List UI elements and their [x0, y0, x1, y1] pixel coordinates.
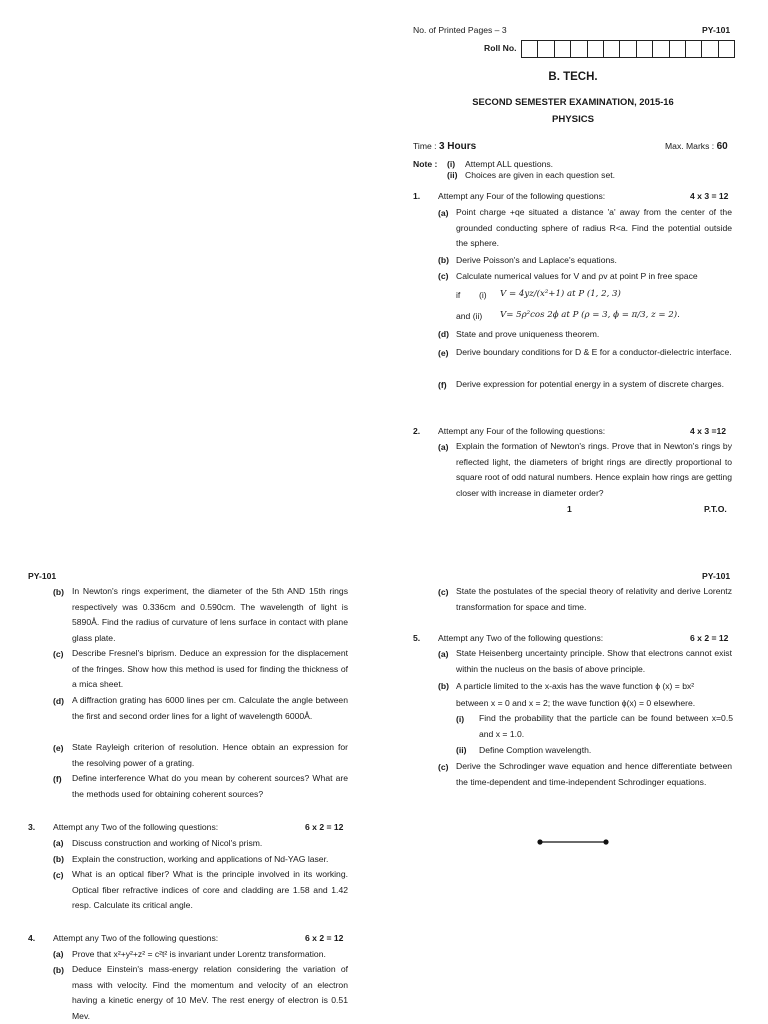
note-ii-text: Choices are given in each question set. [465, 170, 616, 180]
q1e-text: Derive boundary conditions for D & E for a conductor-dielectric interface. [456, 347, 732, 357]
q5b-i-label: (i) [456, 714, 465, 724]
q2-number: 2. [413, 426, 421, 436]
marks-value: 60 [716, 141, 728, 152]
q5b-label: (b) [438, 681, 449, 691]
q3c-label: (c) [53, 870, 64, 880]
p2f-label: (f) [53, 774, 62, 784]
q5b-ii-text: Define Comption wavelength. [479, 745, 592, 755]
q1c-text: Calculate numerical values for V and ρv at point P in free space [456, 271, 698, 281]
note-ii-label: (ii) [447, 170, 458, 180]
p2b-label: (b) [53, 587, 64, 597]
q1d-text: State and prove uniqueness theorem. [456, 329, 600, 339]
time-label: Time : [413, 141, 439, 151]
time-value: 3 Hours [438, 141, 477, 152]
q4b-label: (b) [53, 965, 64, 975]
q1f-text: Derive expression for potential energy in a system of discrete charges. [456, 379, 724, 389]
q1c-i-label: (i) [479, 290, 487, 300]
q3a-label: (a) [53, 838, 64, 848]
q1d-label: (d) [438, 329, 449, 339]
p2e-label: (e) [53, 743, 64, 753]
p2e-text: State Rayleigh criterion of resolution. Hence obtain an expression for the resolving power of a grating. [72, 742, 348, 768]
q4a-label: (a) [53, 949, 64, 959]
q1e-label: (e) [438, 348, 449, 358]
q2-marks: 4 x 3 =12 [690, 426, 727, 436]
end-divider [536, 836, 610, 848]
q5-marks: 6 x 2 = 12 [690, 633, 729, 643]
q5b-ii-label: (ii) [456, 745, 467, 755]
q1a-text: Point charge +qe situated a distance 'a' away from the center of the grounded conducting sphere of radius R<a. Find the potential outside the sphere. [456, 207, 732, 249]
q1-number: 1. [413, 191, 421, 201]
roll-number-boxes [521, 40, 735, 58]
p2d-text: A diffraction grating has 6000 lines per cm. Calculate the angle between the first and second order lines for a light of wavelength 6000Å. [72, 695, 348, 721]
q4-marks: 6 x 2 = 12 [305, 933, 344, 943]
p3c-label: (c) [438, 587, 449, 597]
subject-title: PHYSICS [551, 114, 595, 125]
marks-label: Max. Marks : [665, 141, 717, 151]
q4b-text: Deduce Einstein's mass-energy relation considering the variation of mass with velocity. Find the momentum and velocity of an electron having a kinetic energy of 10 MeV. The rest energy of electron is 0.51 Mev. [72, 964, 348, 1021]
q1c-and: and (ii) [456, 311, 483, 321]
printed-pages: No. of Printed Pages – 3 [413, 25, 507, 35]
q5a-label: (a) [438, 649, 449, 659]
q3-marks: 6 x 2 = 12 [305, 822, 344, 832]
degree-title: B. TECH. [548, 71, 598, 83]
marks-line [665, 141, 728, 152]
q5b-i-text: Find the probability that the particle can be found between x=0.5 and x = 1.0. [479, 713, 733, 739]
q3b-label: (b) [53, 854, 64, 864]
q1c-i-expression: V = 4yz/(x²+1) at P (1, 2, 3) [500, 289, 621, 299]
q3-number: 3. [28, 822, 36, 832]
q5b-text-1: A particle limited to the x-axis has the wave function ϕ (x) = bx² [456, 681, 695, 691]
p2-paper-code: PY-101 [28, 571, 57, 581]
p2c-label: (c) [53, 649, 64, 659]
p3c-text: State the postulates of the special theory of relativity and derive Lorentz transformation for space and time. [456, 586, 732, 612]
q5a-text: State Heisenberg uncertainty principle. Show that electrons cannot exist within the nucleus on the basis of above principle. [456, 648, 732, 674]
roll-label: Roll No. [484, 43, 517, 53]
q5b-text-2: between x = 0 and x = 2; the wave function ϕ(x) = 0 elsewhere. [456, 698, 696, 708]
note-i-label: (i) [447, 159, 456, 169]
q4a-text: Prove that x²+y²+z² = c²t² is invariant under Lorentz transformation. [72, 949, 326, 959]
q1c-ii-expression: V= 5ρ²cos 2ϕ at P (ρ = 3, ϕ = π/3, z = 2). [500, 310, 680, 320]
q3a-text: Discuss construction and working of Nicol's prism. [72, 838, 263, 848]
q1b-text: Derive Poisson's and Laplace's equations. [456, 255, 617, 265]
exam-title: SECOND SEMESTER EXAMINATION, 2015-16 [472, 96, 674, 107]
p2b-text: In Newton's rings experiment, the diameter of the 5th AND 15th rings respectively was 0.336cm and 0.590cm. The wavelength of light is 5890Å. Find the radius of curvature of lens surface in contact with plane glass plate. [72, 586, 348, 643]
q3c-text: What is an optical fiber? What is the principle involved in its working. Optical fiber refractive indices of core and cladding are 1.58 and 1.42 resp. Calculate its critical angle. [72, 869, 348, 911]
pto-label: P.T.O. [704, 504, 727, 514]
time-line [413, 141, 476, 152]
q1-instruction: Attempt any Four of the following questions: [438, 191, 606, 201]
q2a-text: Explain the formation of Newton's rings. Prove that in Newton's rings by reflected light, the diameters of bright rings are directly proportional to square root of odd natural numbers. Hence explain how rings are getting closer with increase in diameter order? [456, 441, 732, 498]
paper-code: PY-101 [702, 25, 731, 35]
q1a-label: (a) [438, 208, 449, 218]
p2d-label: (d) [53, 696, 64, 706]
q4-instruction: Attempt any Two of the following questions: [53, 933, 219, 943]
q5-instruction: Attempt any Two of the following questions: [438, 633, 604, 643]
q4-number: 4. [28, 933, 36, 943]
q1b-label: (b) [438, 255, 449, 265]
q2-instruction: Attempt any Four of the following questions: [438, 426, 606, 436]
q1-marks: 4 x 3 = 12 [690, 191, 729, 201]
q5-number: 5. [413, 633, 421, 643]
p2f-text: Define interference What do you mean by coherent sources? What are the methods used for obtaining coherent sources? [72, 773, 348, 799]
q5c-text: Derive the Schrodinger wave equation and hence differentiate between the time-dependent and time-independent Schrodinger equations. [456, 761, 732, 787]
q3b-text: Explain the construction, working and applications of Nd-YAG laser. [72, 854, 329, 864]
note-i-text: Attempt ALL questions. [465, 159, 554, 169]
p3-paper-code: PY-101 [702, 571, 731, 581]
q1c-if: if [456, 290, 461, 300]
page-number: 1 [567, 504, 572, 514]
q5c-label: (c) [438, 762, 449, 772]
q2a-label: (a) [438, 442, 449, 452]
q3-instruction: Attempt any Two of the following questions: [53, 822, 219, 832]
p2c-text: Describe Fresnel's biprism. Deduce an expression for the displacement of the fringes. Show how this method is used for finding the thickness of a mica sheet. [72, 648, 348, 690]
q1f-label: (f) [438, 380, 447, 390]
q1c-label: (c) [438, 271, 449, 281]
note-label: Note : [413, 159, 438, 169]
